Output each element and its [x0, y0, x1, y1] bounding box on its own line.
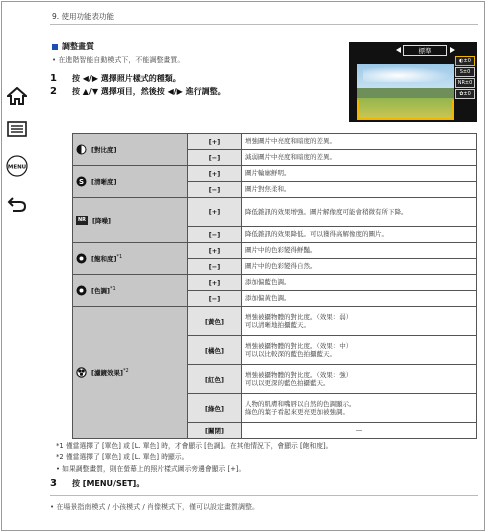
tone-minus-key: [−]	[188, 291, 242, 307]
preview-contrast-item	[455, 56, 475, 66]
sharpness-minus-key: [−]	[188, 182, 242, 198]
saturation-plus-desc: 圖片中的色彩變得鮮豔。	[242, 243, 477, 259]
saturation-plus-key: [+]	[188, 243, 242, 259]
preview-saturation-value: ±0	[463, 91, 471, 97]
contrast-minus-desc: 減弱圖片中亮度和暗度的差異。	[242, 150, 477, 166]
nr-plus-desc: 降低雜訊的效果增強。圖片解像度可能會稍微有所下降。	[242, 198, 477, 227]
preview-sharpness-value: ±0	[462, 69, 471, 75]
filter-name-cell	[73, 307, 188, 439]
preview-nr-item	[455, 78, 475, 88]
footnote-2: *2 僅當選擇了 [單色] 或 [L. 單色] 時顯示。	[56, 453, 189, 461]
preview-saturation-item	[455, 89, 475, 99]
heading-bullet	[52, 44, 58, 50]
color-tone-icon	[76, 285, 87, 296]
heading-title	[52, 41, 94, 52]
nr-label: [降噪]	[92, 216, 111, 225]
table-row	[73, 134, 477, 150]
heading-note: • 在進階智能自動模式下，不能調整畫質。	[52, 56, 185, 64]
table-row	[73, 243, 477, 259]
filter-green-desc	[242, 394, 477, 423]
tone-plus-desc: 添加偏藍色調。	[242, 275, 477, 291]
bottom-divider	[50, 495, 478, 496]
step-1	[50, 73, 181, 84]
filter-footnote-mark: *2	[122, 367, 129, 374]
noise-reduction-icon: NR	[77, 217, 87, 223]
step-3	[50, 478, 144, 489]
tone-name-cell	[73, 275, 188, 307]
home-icon[interactable]	[4, 84, 30, 108]
contrast-label: [對比度]	[91, 146, 117, 154]
tone-plus-key: [+]	[188, 275, 242, 291]
step-number: 2	[50, 86, 57, 97]
tone-minus-desc: 添加偏黃色調。	[242, 291, 477, 307]
table-row	[73, 307, 477, 336]
nr-minus-key: [−]	[188, 227, 242, 243]
camera-preview	[349, 42, 477, 122]
footnote-1: *1 僅當選擇了 [單色] 或 [L. 單色] 時，才會顯示 [色調]。在其他情況下，會顯示 [飽和度]。	[56, 442, 333, 450]
filter-desc-line: 綠色的葉子看起來更亮更加被強調。	[245, 408, 349, 416]
step-2	[50, 86, 226, 97]
preview-contrast-icon: ◐	[459, 58, 464, 64]
tone-label: [色調]	[91, 287, 110, 296]
footnote-3: • 如果調整畫質，則在螢幕上的照片樣式圖示旁邊會顯示 [+]。	[56, 465, 246, 473]
step-number: 3	[50, 478, 57, 489]
preview-sharpness-icon: S	[459, 69, 463, 75]
bottom-note: • 在場景指南模式 / 小孩模式 / 肖像模式下，僅可以設定畫質調整。	[50, 503, 259, 511]
contrast-name-cell	[73, 134, 188, 166]
heading-title-text: 調整畫質	[62, 42, 94, 51]
preview-highlight-frame	[357, 100, 454, 120]
step-text: 按 ▲/▼ 選擇項目，然後按 ◀/▶ 進行調整。	[72, 87, 226, 96]
preview-left-arrow-icon	[396, 47, 401, 53]
filter-desc-line: 可以以比較深的藍色拍攝藍天。	[245, 350, 336, 358]
quality-adjust-table	[72, 133, 477, 439]
preview-saturation-icon: ✿	[459, 91, 464, 97]
preview-nr-icon: NR	[457, 80, 465, 86]
sharpness-name-cell	[73, 166, 188, 198]
sharpness-plus-desc: 圖片輪廓鮮明。	[242, 166, 477, 182]
svg-text:S: S	[78, 178, 85, 186]
filter-off-key: [關閉]	[188, 423, 242, 439]
section-header: 9. 使用功能表功能	[52, 12, 115, 21]
menu-icon[interactable]	[4, 154, 30, 178]
sharpness-icon	[76, 176, 87, 187]
contrast-plus-key: [+]	[188, 134, 242, 150]
table-row	[73, 166, 477, 182]
saturation-minus-desc: 圖片中的色彩變得自然。	[242, 259, 477, 275]
step-number: 1	[50, 73, 57, 84]
filter-label: [濾鏡效果]	[91, 369, 123, 378]
preview-contrast-value: ±0	[463, 58, 471, 64]
filter-orange-key: [橘色]	[188, 336, 242, 365]
filter-desc-line: 增強被攝物體的對比度。（效果：強）	[245, 370, 353, 379]
step-text: 按 ◀/▶ 選擇照片樣式的種類。	[72, 74, 181, 83]
preview-adjust-icons	[455, 56, 475, 100]
preview-style-tab: 標準	[403, 45, 447, 56]
nr-plus-key: [+]	[188, 198, 242, 227]
table-row	[73, 275, 477, 291]
filter-desc-line: 增強被攝物體的對比度。（效果：中）	[245, 341, 353, 350]
sharpness-minus-desc: 圖片對焦柔和。	[242, 182, 477, 198]
table-row	[73, 198, 477, 227]
preview-cloud	[363, 66, 451, 82]
back-icon[interactable]	[4, 192, 30, 216]
filter-off-desc: —	[242, 423, 477, 439]
step-text: 按 [MENU/SET]。	[72, 479, 145, 488]
filter-desc-line: 增強被攝物體的對比度。（效果：弱）	[245, 312, 353, 321]
filter-yellow-key: [黃色]	[188, 307, 242, 336]
preview-nr-value: ±0	[464, 80, 473, 86]
sharpness-label: [清晰度]	[91, 178, 117, 186]
filter-orange-desc	[242, 336, 477, 365]
menu-icon-label: MENU	[7, 164, 27, 171]
contrast-plus-desc: 增強圖片中亮度和暗度的差異。	[242, 134, 477, 150]
contrast-icon	[76, 144, 87, 155]
nr-minus-desc: 降低雜訊的效果降低。可以獲得高解像度的圖片。	[242, 227, 477, 243]
saturation-label: [飽和度]	[91, 255, 117, 264]
contrast-minus-key: [−]	[188, 150, 242, 166]
filter-red-desc	[242, 365, 477, 394]
top-divider	[50, 24, 478, 25]
filter-red-key: [紅色]	[188, 365, 242, 394]
preview-sharpness-item	[455, 67, 475, 77]
saturation-name-cell	[73, 243, 188, 275]
saturation-minus-key: [−]	[188, 259, 242, 275]
filter-desc-line: 人物的肌膚和嘴唇以自然的色調顯示。	[245, 399, 356, 408]
tone-footnote-mark: *1	[109, 285, 116, 292]
list-icon[interactable]	[4, 117, 30, 141]
saturation-footnote-mark: *1	[116, 253, 123, 260]
filter-desc-line: 可以清晰地拍攝藍天。	[245, 321, 310, 329]
filter-effect-icon	[76, 367, 87, 378]
saturation-icon	[76, 253, 87, 264]
sharpness-plus-key: [+]	[188, 166, 242, 182]
preview-right-arrow-icon	[450, 47, 455, 53]
nr-name-cell	[73, 198, 188, 243]
filter-yellow-desc	[242, 307, 477, 336]
filter-desc-line: 可以以更深的藍色拍攝藍天。	[245, 379, 330, 387]
filter-green-key: [綠色]	[188, 394, 242, 423]
